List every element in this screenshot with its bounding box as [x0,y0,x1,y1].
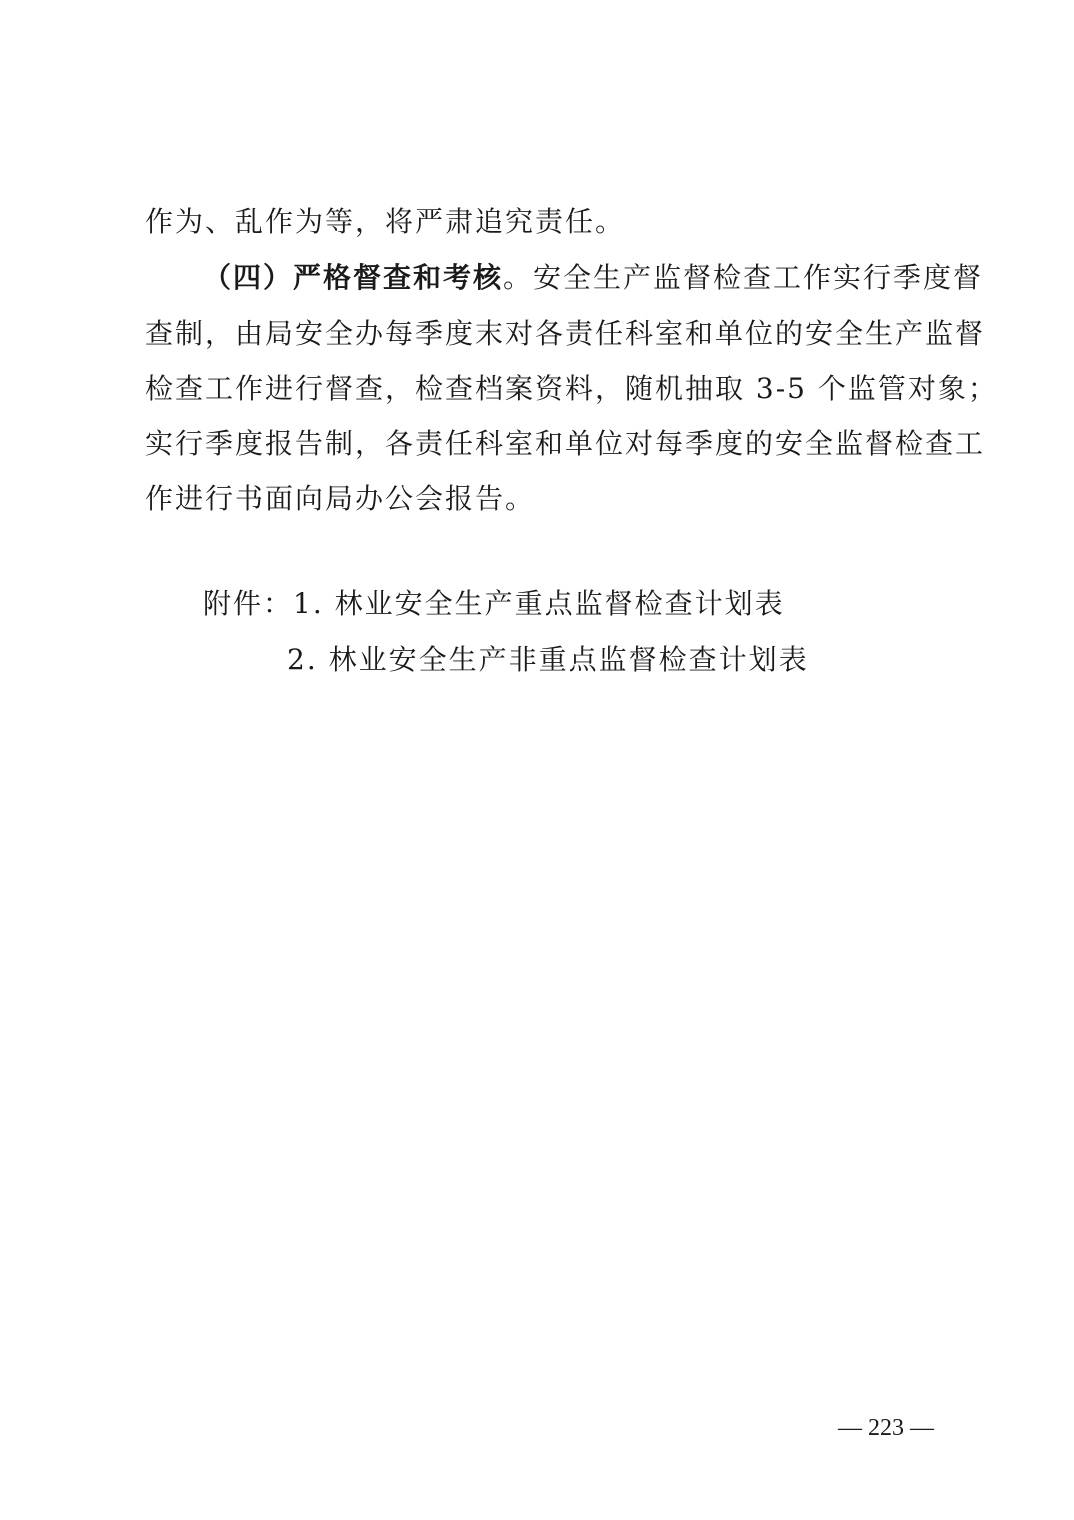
attachment-item: 1. 林业安全生产重点监督检查计划表 [293,587,785,620]
paragraph-first-line [203,258,983,298]
body-line: 查制，由局安全办每季度末对各责任科室和单位的安全生产监督 [145,317,986,350]
body-line: 实行季度报告制，各责任科室和单位对每季度的安全监督检查工 [145,427,986,460]
attachment-item: 2. 林业安全生产非重点监督检查计划表 [287,643,809,676]
attachment-line-1 [203,584,785,624]
attachment-label: 附件： [203,587,294,620]
page-number: — 223 — [838,1415,934,1441]
body-text: 。安全生产监督检查工作实行季度督 [503,261,984,294]
body-line: 检查工作进行督查，检查档案资料，随机抽取 3-5 个监管对象； [145,372,998,405]
section-heading: （四）严格督查和考核 [203,261,504,294]
body-line: 作为、乱作为等，将严肃追究责任。 [145,205,626,238]
body-line: 作进行书面向局办公会报告。 [145,482,536,515]
